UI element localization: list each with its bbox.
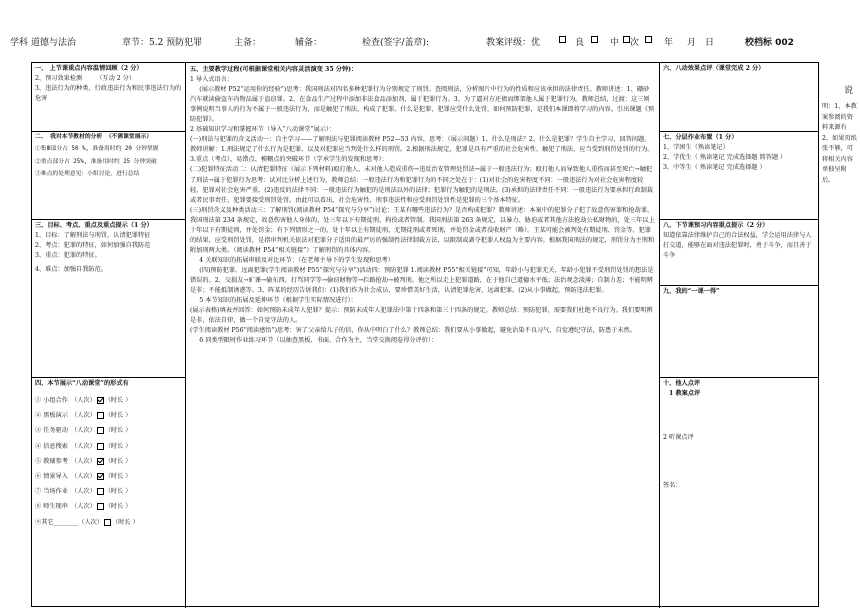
- rating-next-checkbox[interactable]: [645, 36, 652, 43]
- item-6-checkbox[interactable]: [97, 473, 104, 480]
- archive-code: 校档标 002: [745, 38, 794, 48]
- rating-next-label: 次: [630, 38, 640, 48]
- section-gain-title: 九、我的“一课一得”: [663, 288, 720, 295]
- eight-move-list: [35, 393, 182, 530]
- month-label: 月: [687, 38, 697, 48]
- peer-class-review: 2 听课点评: [663, 434, 694, 442]
- process-intro-text: (展示教材 P52“运用你的经验”)思考：我国刑法对四名多种犯罪行为分别规定了刑罚。查阅刑法，分析图片中行为的性质和应该承担的法律责任。教师讲述：1、硼砂汽车就读偷盗车内物品属于盗窃罪。2、在食品生产过程中添加非法食品添加剂，属于犯罪行为。3、为了逼对方还债而绑架他人属于犯罪行为。教师总结，过渡：这三则事例说明当事人的行为不属于一般违法行为，而是触犯了刑法，构成了犯罪。什么是犯罪，犯罪应受什么处罚，如何预防犯罪，是我们本课即将学习的内容。引出课题《预防犯罪》。: [190, 86, 655, 124]
- eight-move-item: ② 黑板演示 （人次） （时长 ）: [35, 412, 132, 420]
- rating-excellent-checkbox[interactable]: [559, 36, 566, 43]
- page-header: [10, 36, 850, 50]
- review-line-2: 2、预习效果检测: [35, 75, 83, 83]
- eight-move-item: ⑥ 情景导入 （人次） （时长 ）: [35, 472, 132, 480]
- process-step-5: 5 本节知识的拓展及延伸环节（根据学生实际情况进行）：: [199, 297, 357, 305]
- preview-text: 知道依靠法律维护自己的合法权益，学会运用法律与人打交道，能够在面对违法犯罪时，勇于斗争，而且善于斗争: [663, 232, 812, 260]
- process-reading: (学生阅读教材 P56“阅读感悟”)思考：害了父亲给儿子的信，你从中明白了什么？教师总结：我们要从小事做起，避免沾染不良习气，自觉遵纪守法，防患于未然。: [190, 327, 636, 335]
- homework-line-1: 1、学困生（熟读笔记）: [663, 144, 729, 152]
- section-review: [32, 63, 185, 131]
- year-label: 年: [664, 38, 674, 48]
- goal-line-3: 3、重点：犯罪的特征。: [35, 252, 101, 260]
- eight-move-item: ⑧ 师生现串 （人次） （时长 ）: [35, 503, 132, 511]
- item-9-checkbox[interactable]: [104, 519, 111, 526]
- review-line-2-score: （互动 2 分）: [96, 75, 136, 83]
- day-label: 日: [705, 38, 715, 48]
- section-eight-move-title: 四、本节展示“八动课堂”的形式有: [35, 380, 129, 387]
- item-4-checkbox[interactable]: [97, 443, 104, 450]
- subject: 学科 道德与法治: [10, 38, 76, 48]
- process-part-2: (二)犯罪特征活动二：认清犯罪特征（展示下列材料)殴打他人，未对他人造成重伤→违反治安管理处罚法→属于一般违法行为；殴打他人而导致他人重伤而甚至死亡→触犯了刑法→属于犯罪行为思考：试对比分析上述行为，教师总结：一般违法行为和犯罪行为的不同之处在于：(1)对社会的危害程度不同：一般违法行为对社会危害程度较轻，犯罪对社会危害严重。(2)违反的法律不同：一般违法行为触犯的是刑法以外的法律；犯罪行为触犯的是刑法。(3)承担的法律责任不同：一般违法行为要承担行政制裁或者民事责任，犯罪要接受刑罚处罚。由此可以看出，社会危害性、刑事违法性和应受刑罚处罚性是犯罪的三个基本特征。: [190, 166, 654, 204]
- process-part-3: (三)刑罚含义及种类活动三：了解刑罚(阅读教材 P54“探究与分享”)讨论：王某有哪些违法行为？是否构成犯罪？教师讲述：本案中的犯罪分子犯了故意伤害罪和抢劫罪。我国刑法第 234 条规定，故意伤害他人身体的，处三年以下有期徒刑、拘役或者管制。我国刑法第 263 条规定，以暴力、胁迫或者其他方法抢劫公私财物的，处三年以上十年以下有期徒刑，并处罚金；有下列情形之一的，处十年以上有期徒刑、无期徒刑或者死刑，并处罚金或者没收财产（略）。王某可能会被判处有期徒刑、罚金等。犯罪的结果，应受刑罚处罚，是指审判机关依法对犯罪分子适用的最严厉的强制性法律制裁方法，以限制或剥夺犯罪人权益为主要内容。根据我国刑法的规定，刑罚分为主刑和附加刑两大类。（阅读教材 P54“相关链接”）了解刑罚的具体内容。: [190, 206, 655, 254]
- eight-move-item: ⑨其它________（人次） （时长 ）: [35, 518, 139, 526]
- section-eight-move: [32, 377, 185, 608]
- item-2-checkbox[interactable]: [97, 412, 104, 419]
- process-intro-label: 1 导入式语言：: [190, 76, 234, 84]
- rating-label: 教案评级：优: [486, 38, 541, 48]
- eight-move-item: ⑦ 当场作业 （人次） （时长 ）: [35, 488, 132, 496]
- section-goals: [32, 219, 185, 377]
- rating-good-label: 良: [575, 38, 585, 48]
- review-line-3: 3、违法行为的种类，行政违法行为和民事违法行为的危害: [35, 85, 182, 103]
- signature-label: 签名：: [663, 482, 682, 490]
- item-5-checkbox[interactable]: [97, 458, 104, 465]
- analysis-line-1: ①集Ⅲ部分占 50 %, 准备用时约 20 分钟掌握: [35, 146, 159, 153]
- process-title: 五、主要教学过程(可根据课堂相关内容灵活演变 35 分钟)：: [190, 66, 358, 73]
- section-homework: [659, 131, 818, 219]
- section-preview: [659, 219, 818, 285]
- process-step-6: 6 同类型限时作业练习环节（以抽查黑板、书面、合作为主，当堂交换阅卷得分评价）：: [199, 337, 438, 345]
- lesson-plan-table: [31, 62, 819, 607]
- goal-line-4: 4、难点：加强自我防范。: [35, 266, 107, 274]
- process-step-2: 2 基础知识学习和掌握环节（导入“八动课堂”展示）：: [190, 126, 336, 134]
- aux-label: 辅备：: [295, 38, 323, 48]
- process-step-4: 4 关联知识的拓展串联及对比环节：（在老师主导下的学生发现和思考）: [199, 256, 394, 264]
- rating-mid-checkbox[interactable]: [623, 36, 630, 43]
- side-note-head: 说: [844, 86, 854, 96]
- peer-plan-review: 1 教案点评: [669, 390, 701, 398]
- section-analysis-title: 二、 我对本节教材的分析 （不需课堂展示）: [35, 134, 153, 140]
- item-8-checkbox[interactable]: [97, 503, 104, 510]
- eight-move-item: ③ 任务驱动 （人次） （时长 ）: [35, 427, 132, 435]
- section-effect-review: [659, 63, 818, 131]
- item-1-checkbox[interactable]: [97, 397, 104, 404]
- host-label: 主备：: [234, 38, 262, 48]
- section-peer-review: [659, 377, 818, 608]
- section-effect-title: 六、八动效果点评（课堂完成 2 分）: [663, 65, 765, 72]
- homework-line-2: 2、学优生（ 熟读笔记 完成选择题 简答题 ）: [663, 154, 787, 162]
- section-teaching-process: [185, 63, 659, 608]
- section-gain: [659, 285, 818, 377]
- item-3-checkbox[interactable]: [97, 427, 104, 434]
- check-label: 检查(签字/盖章):: [362, 38, 430, 48]
- section-goals-title: 三、目标、考点、重点及重点提示（1 分）: [35, 222, 153, 229]
- analysis-line-3: ③难点的处理意见：小组讨论，进行总结: [35, 171, 140, 178]
- process-part-4: (四)预防犯罪、远离犯罪(学生阅读教材 P55“探究与分享”)活动四：预防犯罪 1.阅读教材 P55“相关链接”可知，年龄小与犯罪无关，年龄小犯罪不受刑罚处罚的想法是错误的。2、交损友→旷课→偷东西，打骂同学等→偷窃财物等→拦路抢劫→被判刑。他之所以走上犯罪道路，在于他自己道德水平低；法治观念淡薄；自制力差；不能明辨是非；不能抵制诱惑等。3、阵某的经历告诉我们：(1)我们作为社会成员，要珍惜美好生活，认清犯罪危害，远离犯罪。(2)从小事做起，预防违法犯罪。: [190, 266, 654, 295]
- process-part-1: (一)刑法与犯罪的含义活动一：自主学习——了解刑法与犯罪阅读教材 P52—53 内容，思考：（展示问题）1、什么是刑法？2、什么是犯罪？学生自主学习，回答问题。教师讲解：1.刑法规定了什么行为是犯罪，以及对犯罪应当判处什么样的刑罚。2.根据刑法规定，犯罪是具有严重的社会危害性、触犯了刑法、应当受到刑罚处罚的行为。: [190, 136, 654, 154]
- rating-mid-label: 中: [610, 38, 620, 48]
- section-review-title: 一、 上节课重点内容温情回顾（2 分）: [35, 65, 143, 72]
- item-7-checkbox[interactable]: [97, 488, 104, 495]
- process-step-3: 3.重点（考点）、易错点、模糊点的突破环节（学承学生的发现和思考）：: [190, 156, 388, 164]
- process-extension: (展示表格)填表并回答：如何预防未成年人犯罪？提示：预防未成年人犯罪法中第十四条和第三十四条的规定。教师总结：预防犯罪，需要我们杜绝不良行为。我们要明辨是非，依法自律，做一个自觉守法的人。: [190, 307, 653, 325]
- analysis-line-2: ②重点部分占 25%, 准备用时约 25 分钟突破: [35, 158, 157, 165]
- section-preview-title: 八、下节课预习内容重点提示（2 分）: [663, 222, 769, 229]
- homework-line-3: 3、中等生（ 熟读笔记 完成选择题 ）: [663, 164, 766, 172]
- eight-move-item: ① 小组合作 （人次） （时长 ）: [35, 397, 132, 405]
- section-analysis: [32, 131, 185, 219]
- side-note-body: 明：1、本教案参阅的资料来源有 2、如果页纸张不够，可将相关内容单独呈附后。: [822, 103, 857, 184]
- section-peer-title: 十、他人点评: [663, 380, 701, 387]
- rating-good-checkbox[interactable]: [591, 36, 598, 43]
- goal-line-2: 2、考点：犯罪的特征，如何加强自我防范: [35, 242, 151, 250]
- eight-move-item: ⑤ 教辅参考 （人次） （时长 ）: [35, 457, 132, 465]
- eight-move-item: ④ 信息搜索 （人次） （时长 ）: [35, 442, 132, 450]
- section-homework-title: 七、分层作业布置（1 分）: [663, 134, 738, 141]
- goal-line-1: 1、目标：了解刑法与刑罚，认清犯罪特征: [35, 232, 151, 240]
- chapter: 章节：5.2 预防犯罪: [122, 38, 203, 48]
